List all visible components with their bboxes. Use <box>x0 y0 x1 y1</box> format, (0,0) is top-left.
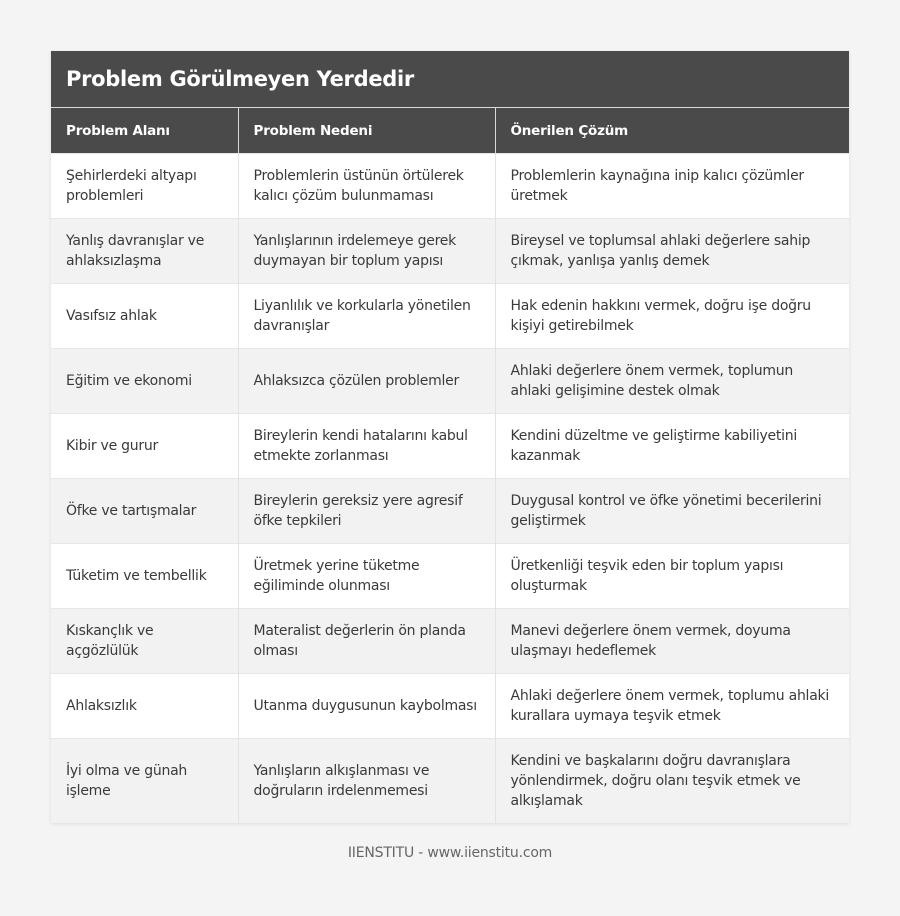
cell-problem-cause: Liyanlılık ve korkularla yönetilen davranışlar <box>238 284 495 349</box>
cell-problem-cause: Yanlışların alkışlanması ve doğruların irdelenmemesi <box>238 739 495 824</box>
cell-proposed-solution: Ahlaki değerlere önem vermek, toplumu ahlaki kurallara uymaya teşvik etmek <box>495 674 849 739</box>
cell-problem-cause: Materalist değerlerin ön planda olması <box>238 609 495 674</box>
title-bar <box>51 51 849 108</box>
table-row <box>51 739 849 824</box>
table-row <box>51 219 849 284</box>
table-row <box>51 284 849 349</box>
cell-proposed-solution: Ahlaki değerlere önem vermek, toplumun ahlaki gelişimine destek olmak <box>495 349 849 414</box>
cell-problem-cause: Bireylerin gereksiz yere agresif öfke tepkileri <box>238 479 495 544</box>
cell-problem-area: Kibir ve gurur <box>51 414 238 479</box>
cell-problem-area: Şehirlerdeki altyapı problemleri <box>51 154 238 219</box>
cell-problem-area: İyi olma ve günah işleme <box>51 739 238 824</box>
cell-problem-area: Kıskançlık ve açgözlülük <box>51 609 238 674</box>
cell-proposed-solution: Problemlerin kaynağına inip kalıcı çözümler üretmek <box>495 154 849 219</box>
table-row <box>51 414 849 479</box>
cell-problem-cause: Ahlaksızca çözülen problemler <box>238 349 495 414</box>
cell-proposed-solution: Hak edenin hakkını vermek, doğru işe doğru kişiyi getirebilmek <box>495 284 849 349</box>
cell-proposed-solution: Duygusal kontrol ve öfke yönetimi becerilerini geliştirmek <box>495 479 849 544</box>
problems-table <box>51 108 849 823</box>
table-row <box>51 609 849 674</box>
cell-problem-cause: Yanlışlarının irdelemeye gerek duymayan bir toplum yapısı <box>238 219 495 284</box>
cell-problem-cause: Problemlerin üstünün örtülerek kalıcı çözüm bulunmaması <box>238 154 495 219</box>
table-row <box>51 479 849 544</box>
header-problem-cause: Problem Nedeni <box>238 108 495 154</box>
table-row <box>51 544 849 609</box>
cell-problem-cause: Üretmek yerine tüketme eğiliminde olunması <box>238 544 495 609</box>
cell-proposed-solution: Manevi değerlere önem vermek, doyuma ulaşmayı hedeflemek <box>495 609 849 674</box>
cell-proposed-solution: Üretkenliği teşvik eden bir toplum yapısı oluşturmak <box>495 544 849 609</box>
cell-problem-area: Ahlaksızlık <box>51 674 238 739</box>
cell-problem-area: Eğitim ve ekonomi <box>51 349 238 414</box>
cell-proposed-solution: Bireysel ve toplumsal ahlaki değerlere sahip çıkmak, yanlışa yanlış demek <box>495 219 849 284</box>
header-proposed-solution: Önerilen Çözüm <box>495 108 849 154</box>
header-problem-area: Problem Alanı <box>51 108 238 154</box>
table-card <box>51 51 849 823</box>
cell-problem-area: Tüketim ve tembellik <box>51 544 238 609</box>
cell-problem-area: Yanlış davranışlar ve ahlaksızlaşma <box>51 219 238 284</box>
cell-proposed-solution: Kendini düzeltme ve geliştirme kabiliyetini kazanmak <box>495 414 849 479</box>
table-header-row <box>51 108 849 154</box>
table-row <box>51 349 849 414</box>
table-row <box>51 154 849 219</box>
cell-problem-area: Öfke ve tartışmalar <box>51 479 238 544</box>
cell-problem-area: Vasıfsız ahlak <box>51 284 238 349</box>
cell-problem-cause: Bireylerin kendi hatalarını kabul etmekte zorlanması <box>238 414 495 479</box>
table-row <box>51 674 849 739</box>
page-title: Problem Görülmeyen Yerdedir <box>66 67 414 91</box>
cell-problem-cause: Utanma duygusunun kaybolması <box>238 674 495 739</box>
cell-proposed-solution: Kendini ve başkalarını doğru davranışlara yönlendirmek, doğru olanı teşvik etmek ve alkışlamak <box>495 739 849 824</box>
footer-credit: IIENSTITU - www.iienstitu.com <box>347 845 553 861</box>
